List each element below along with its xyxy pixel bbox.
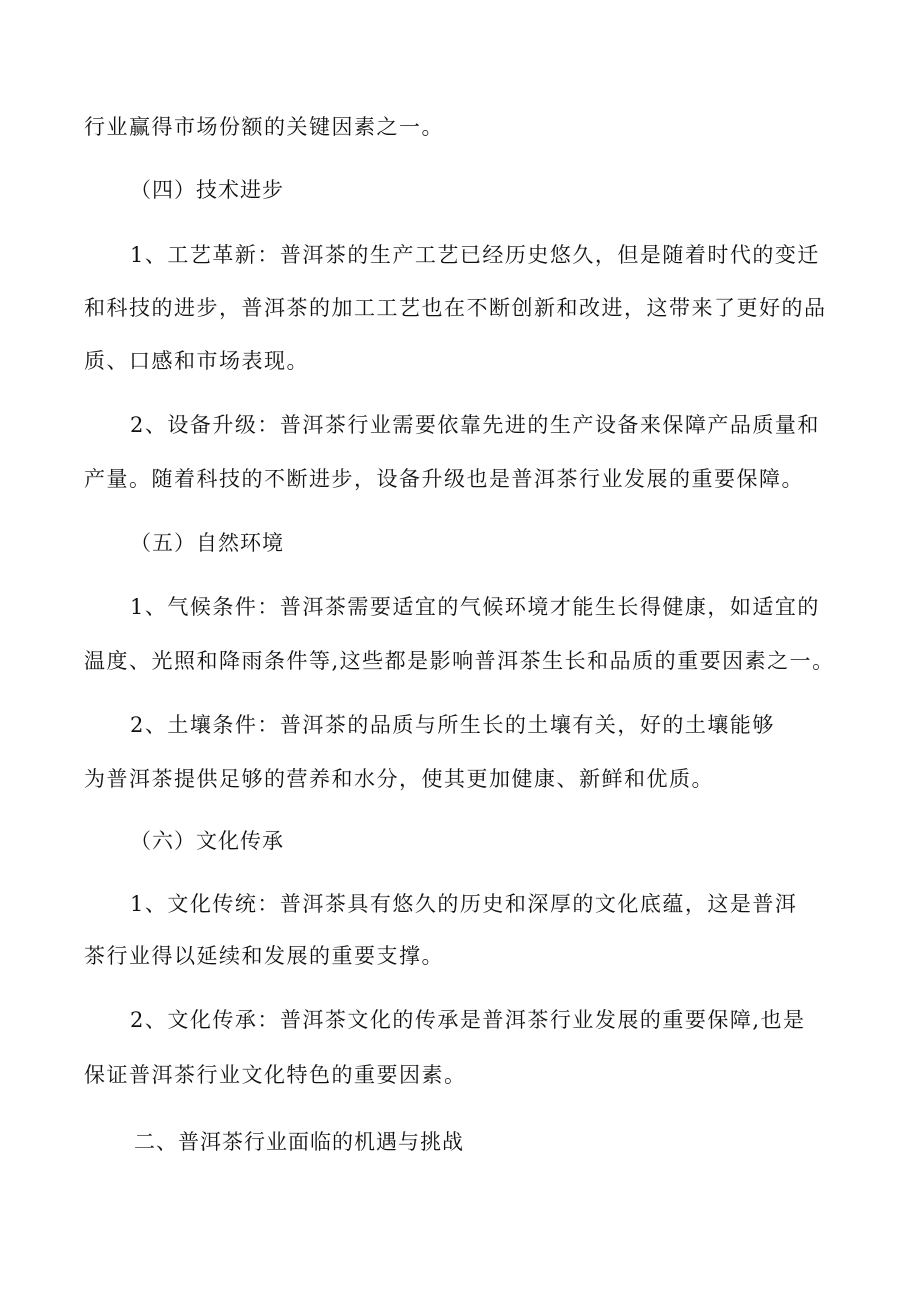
paragraph-line: 保证普洱茶行业文化特色的重要因素。 (84, 1063, 467, 1087)
paragraph-line: 2、土壤条件：普洱茶的品质与所生长的土壤有关，好的土壤能够 (130, 713, 775, 737)
section-heading-culture: （六）文化传承 (130, 829, 284, 853)
paragraph-line: 和科技的进步，普洱茶的加工工艺也在不断创新和改进，这带来了更好的品 (84, 296, 827, 320)
section-heading-environment: （五）自然环境 (130, 531, 284, 555)
paragraph-line: 温度、光照和降雨条件等,这些都是影响普洱茶生长和品质的重要因素之一。 (84, 649, 835, 673)
paragraph-line: 1、工艺革新：普洱茶的生产工艺已经历史悠久，但是随着时代的变迁 (130, 243, 820, 267)
paragraph-line: 1、气候条件：普洱茶需要适宜的气候环境才能生长得健康，如适宜的 (130, 595, 820, 619)
paragraph-line: 质、口感和市场表现。 (84, 349, 309, 373)
paragraph-line: 1、文化传统：普洱茶具有悠久的历史和深厚的文化底蕴，这是普洱 (130, 892, 798, 916)
paragraph-line: 为普洱茶提供足够的营养和水分，使其更加健康、新鲜和优质。 (84, 767, 714, 791)
paragraph-line: 茶行业得以延续和发展的重要支撑。 (84, 944, 444, 968)
section-heading-technology: （四）技术进步 (130, 178, 284, 202)
paragraph-line: 产量。随着科技的不断进步，设备升级也是普洱茶行业发展的重要保障。 (84, 467, 804, 491)
paragraph-continuation: 行业赢得市场份额的关键因素之一。 (84, 115, 444, 139)
paragraph-line: 2、文化传承：普洱茶文化的传承是普洱茶行业发展的重要保障,也是 (130, 1008, 806, 1032)
chapter-heading: 二、普洱茶行业面临的机遇与挑战 (134, 1130, 464, 1154)
paragraph-line: 2、设备升级：普洱茶行业需要依靠先进的生产设备来保障产品质量和 (130, 413, 820, 437)
